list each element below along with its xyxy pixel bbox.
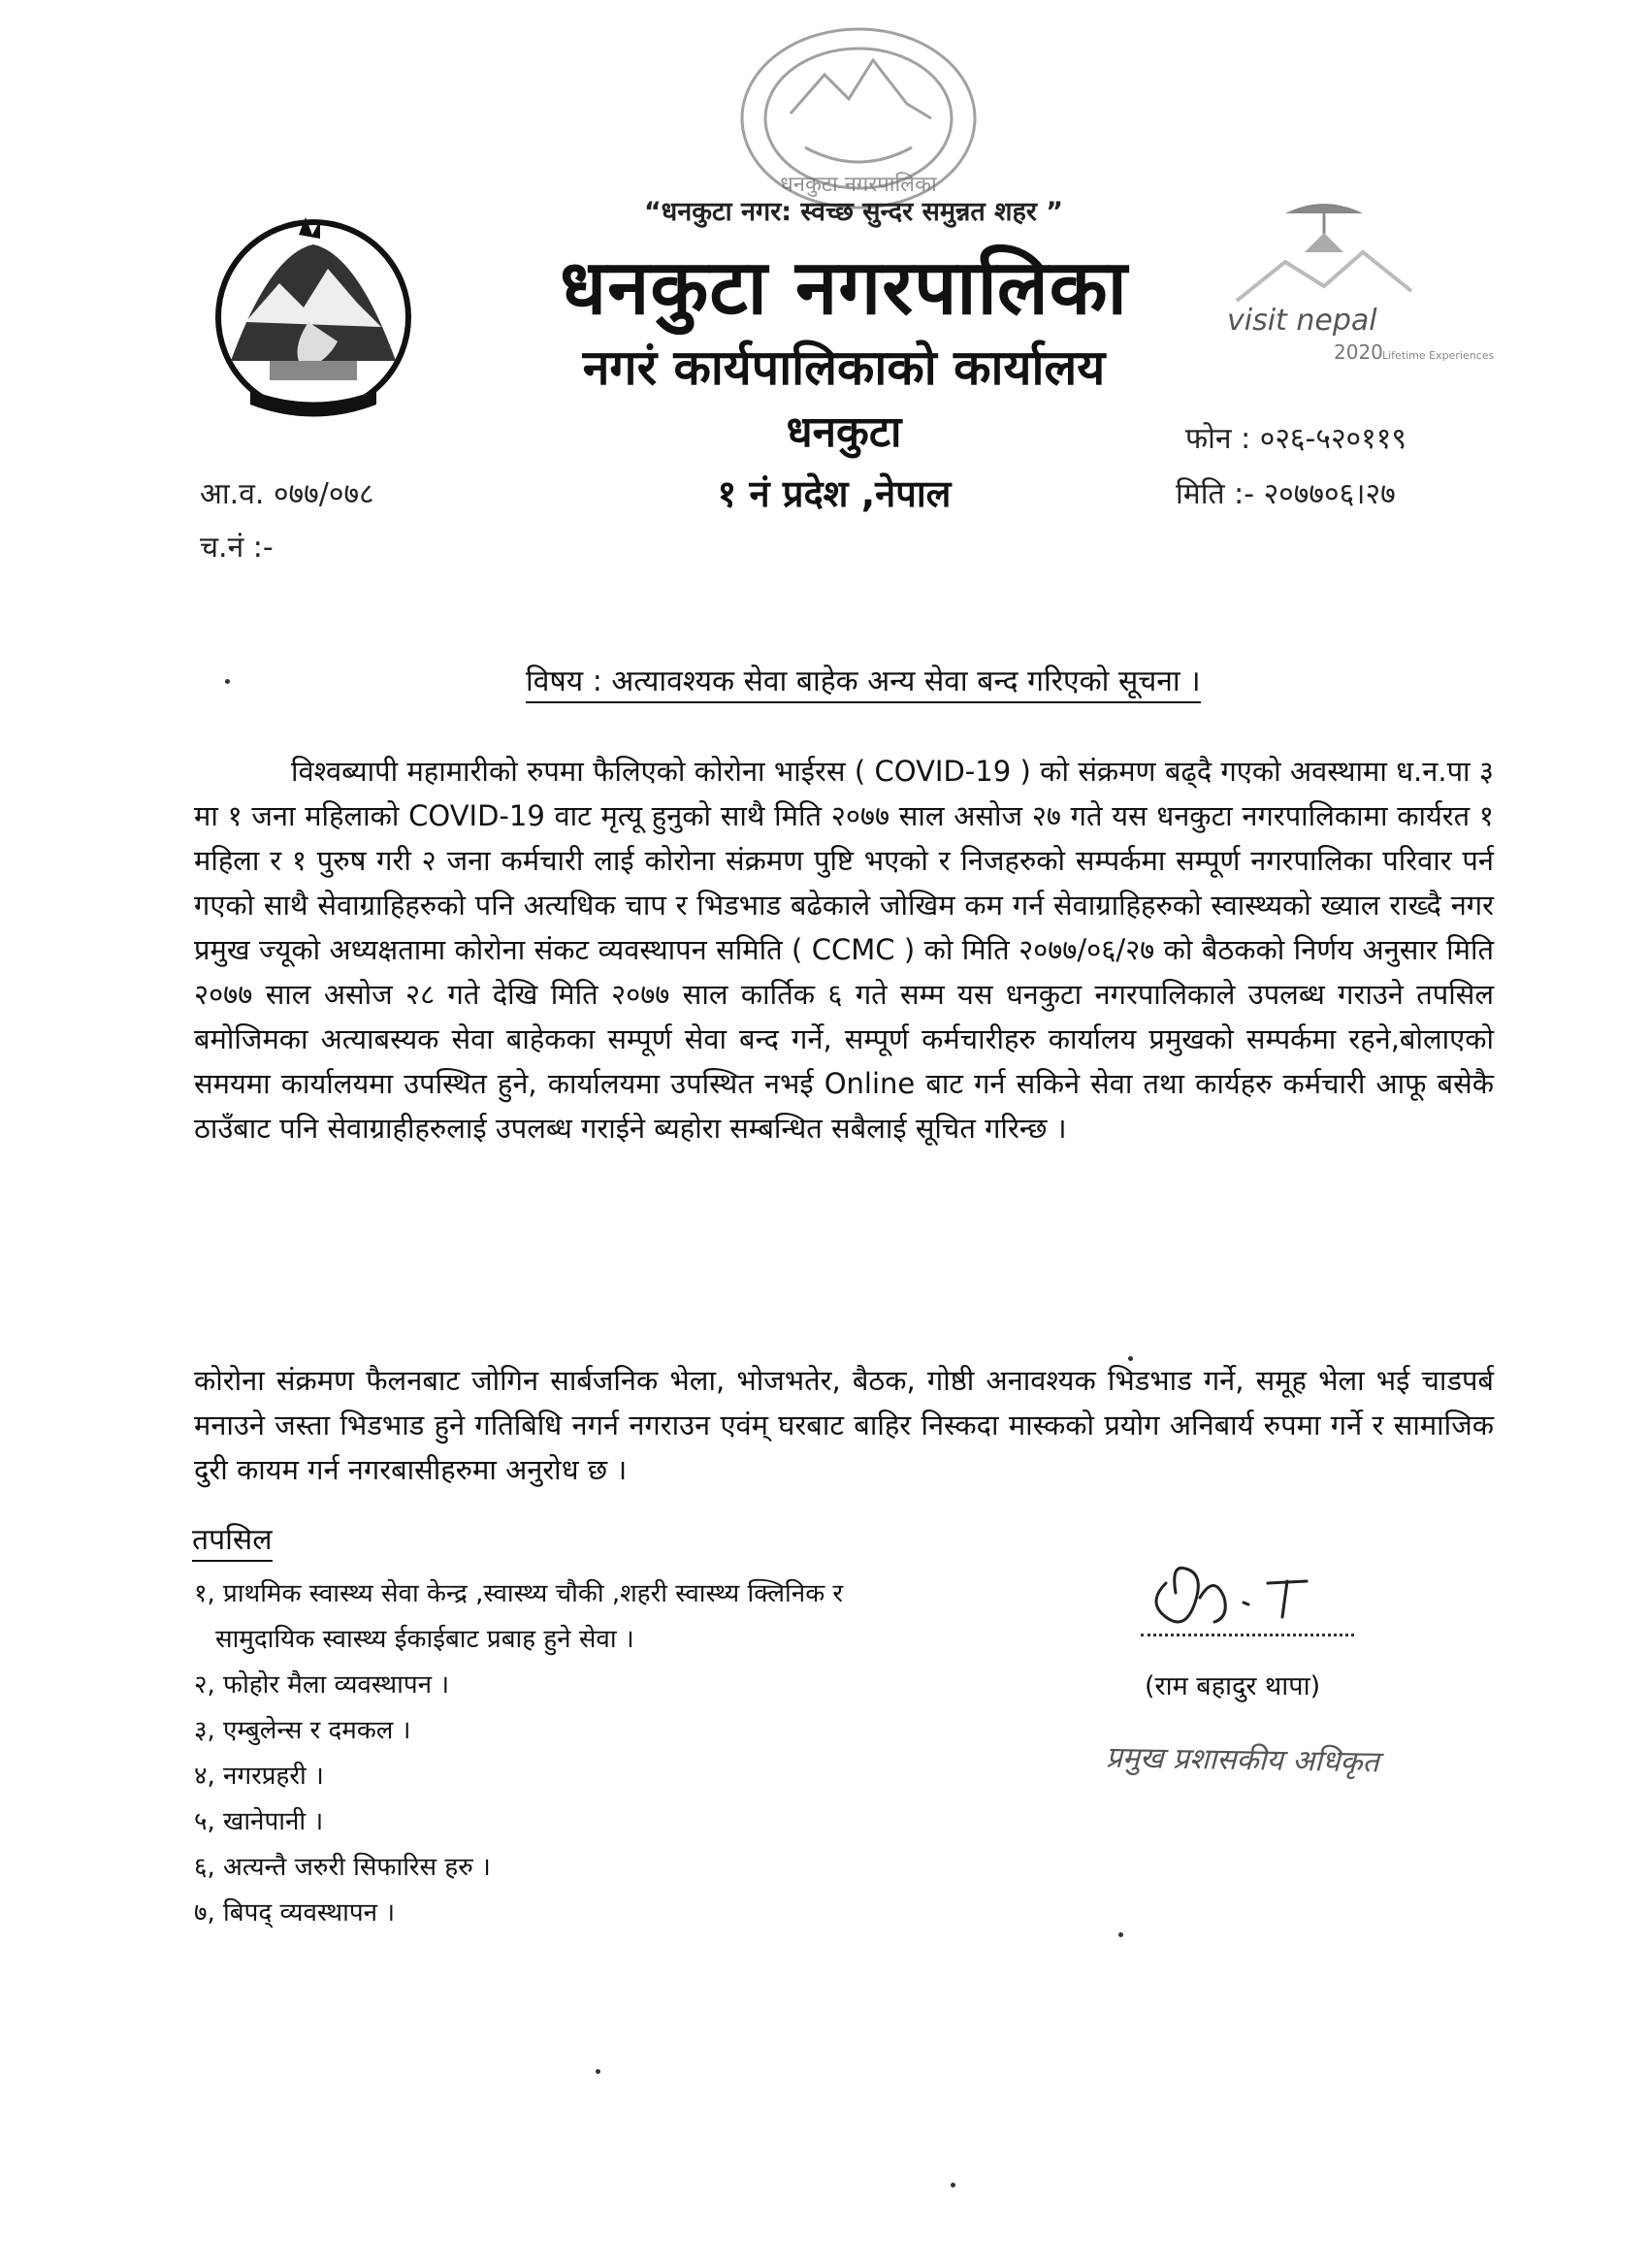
tapasil-list [194, 1571, 1028, 1936]
list-item: ३, एम्बुलेन्स र दमकल । [194, 1716, 411, 1745]
scan-speck [951, 2183, 955, 2187]
municipality-name: धनकुटा नगरपालिका [560, 244, 1128, 332]
list-item: सामुदायिक स्वास्थ्य ईकाईबाट प्रबाह हुने सेवा । [215, 1625, 634, 1654]
tapasil-heading: तपसिल [192, 1521, 273, 1562]
reference-number: च.नं :- [200, 531, 274, 565]
list-item: २, फोहोर मैला व्यवस्थापन । [194, 1670, 450, 1700]
notice-subject: विषय : अत्यावश्यक सेवा बाहेक अन्य सेवा बन्द गरिएको सूचना । [526, 660, 1201, 703]
signature-line [1141, 1630, 1354, 1636]
scan-speck [225, 679, 230, 684]
list-item: १, प्राथमिक स्वास्थ्य सेवा केन्द्र ,स्वास्थ्य चौकी ,शहरी स्वास्थ्य क्लिनिक र [194, 1579, 844, 1608]
fiscal-year: आ.व. ०७७/०७८ [200, 477, 374, 511]
visit-nepal-logo [1217, 194, 1495, 369]
scan-speck [1118, 1932, 1123, 1937]
list-item: ५, खानेपानी । [194, 1807, 324, 1836]
svg-text:visit nepal: visit nepal [1227, 304, 1377, 338]
body-paragraph: कोरोना संक्रमण फैलनबाट जोगिन सार्बजनिक भेला, भोजभतेर, बैठक, गोष्ठी अनावश्यक भिडभाड गर्ने, समूह भेला भई चाडपर्ब मनाउने जस्ता भिडभाड हुने गतिबिधि नगर्न नगराउन एवंम् घरबाट बाहिर निस्कदा मास्कको प्रयोग अनिबार्य रुपमा गर्ने र सामाजिक दुरी कायम गर्न नगरबासीहरुमा अनुरोध छ । [194, 1364, 1494, 1486]
phone-number: फोन : ०२६-५२०११९ [1185, 422, 1406, 456]
body-paragraph: विश्वब्यापी महामारीको रुपमा फैलिएको कोरोना भाईरस ( COVID-19 ) को संक्रमण बढ्दै गएको अवस्थामा ध.न.पा ३ मा १ जना महिलाको COVID-19 वाट मृत्यू हुनुको साथै मिति २०७७ साल असोज २७ गते यस धनकुटा नगरपालिकामा कार्यरत १ महिला र १ पुरुष गरी २ जना कर्मचारी लाई कोरोना संक्रमण पुष्टि भएको र निजहरुको सम्पर्कमा सम्पूर्ण नगरपालिका परिवार पर्न गएको साथै सेवाग्राहिहरुको पनि अत्यधिक चाप र भिडभाड बढेकाले जोखिम कम गर्न सेवाग्राहिहरुको स्वास्थ्यको ख्याल राख्दै नगर प्रमुख ज्यूको अध्यक्षतामा कोरोना संकट व्यवस्थापन समिति ( CCMC ) को मिति २०७७/०६/२७ को बैठकको निर्णय अनुसार मिति २०७७ साल असोज २८ गते देखि मिति २०७७ साल कार्तिक ६ गते सम्म यस धनकुटा नगरपालिकाले उपलब्ध गराउने तपसिल बमोजिमका अत्याबस्यक सेवा बाहेकका सम्पूर्ण सेवा बन्द गर्ने, सम्पूर्ण कर्मचारीहरु कार्यालय प्रमुखको सम्पर्कमा रहने,बोलाएको समयमा कार्यालयमा उपस्थित हुने, कार्यालयमा उपस्थित नभई Online बाट गर्न सकिने सेवा तथा कार्यहरु कर्मचारी आफू बसेकै ठाउँबाट पनि सेवाग्राहीहरुलाई उपलब्ध गराईने ब्यहोरा सम्बन्धित सबैलाई सूचित गरिन्छ । [194, 755, 1494, 1145]
slogan: “धनकुटा नगर: स्वच्छ सुन्दर समुन्नत शहर ” [643, 197, 1064, 227]
office-name: नगरं कार्यपालिकाको कार्यालय [582, 340, 1106, 396]
scan-speck [1128, 1356, 1133, 1361]
nepal-emblem-icon [211, 215, 415, 429]
signatory-name: (राम बहादुर थापा) [1145, 1671, 1321, 1701]
municipality-seal-icon [713, 21, 1004, 215]
list-item: ७, बिपद् व्यवस्थापन । [194, 1898, 396, 1928]
letter-date: मिति :- २०७७०६।२७ [1176, 477, 1396, 511]
scan-speck [596, 2069, 600, 2074]
list-item: ६, अत्यन्तै जरुरी सिफारिस हरु । [194, 1853, 491, 1882]
province-name: १ नं प्रदेश ,नेपाल [717, 472, 952, 515]
svg-text:2020: 2020 [1334, 340, 1383, 364]
district-name: धनकुटा [786, 407, 902, 457]
svg-text:धनकुटा नगरपालिका: धनकुटा नगरपालिका [780, 173, 937, 197]
list-item: ४, नगरप्रहरी । [194, 1762, 324, 1791]
svg-text:Lifetime Experiences: Lifetime Experiences [1382, 349, 1495, 362]
signatory-title: प्रमुख प्रशासकीय अधिकृत [1105, 1740, 1379, 1780]
